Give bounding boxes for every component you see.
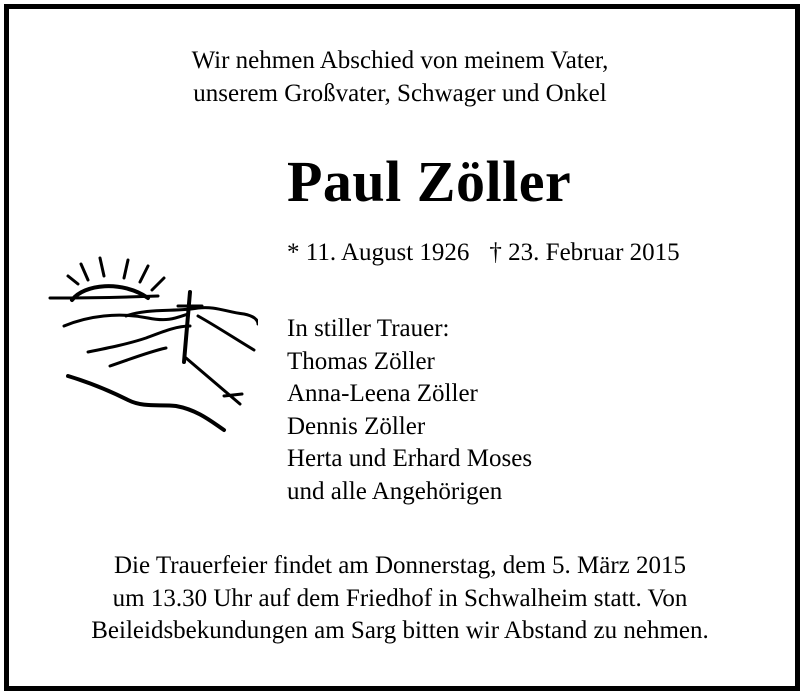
ceremony-line: um 13.30 Uhr auf dem Friedhof in Schwalheim statt. Von	[112, 584, 688, 612]
ceremony-line: Die Trauerfeier findet am Donnerstag, dem 5. März 2015	[113, 552, 687, 579]
mourner-name: und alle Angehörigen	[287, 477, 503, 505]
mourner-name: Thomas Zöller	[287, 347, 435, 375]
death-date: † 23. Februar 2015	[489, 239, 680, 266]
life-dates	[287, 236, 680, 270]
intro-text	[0, 44, 800, 110]
intro-line: unserem Großvater, Schwager und Onkel	[193, 80, 607, 107]
birth-date: * 11. August 1926	[287, 239, 470, 266]
deceased-name: Paul Zöller	[287, 149, 572, 214]
intro-line: Wir nehmen Abschied von meinem Vater,	[191, 47, 609, 74]
ceremony-line: Beileidsbekundungen am Sarg bitten wir Abstand zu nehmen.	[91, 617, 709, 644]
sunrise-landscape-cross-icon	[48, 254, 258, 434]
ceremony-info	[0, 550, 800, 648]
mourners-list	[287, 313, 532, 509]
mourner-name: Dennis Zöller	[287, 412, 426, 440]
mourner-name: Herta und Erhard Moses	[287, 445, 533, 473]
mourners-heading: In stiller Trauer:	[287, 315, 450, 342]
mourner-name: Anna-Leena Zöller	[287, 380, 478, 408]
